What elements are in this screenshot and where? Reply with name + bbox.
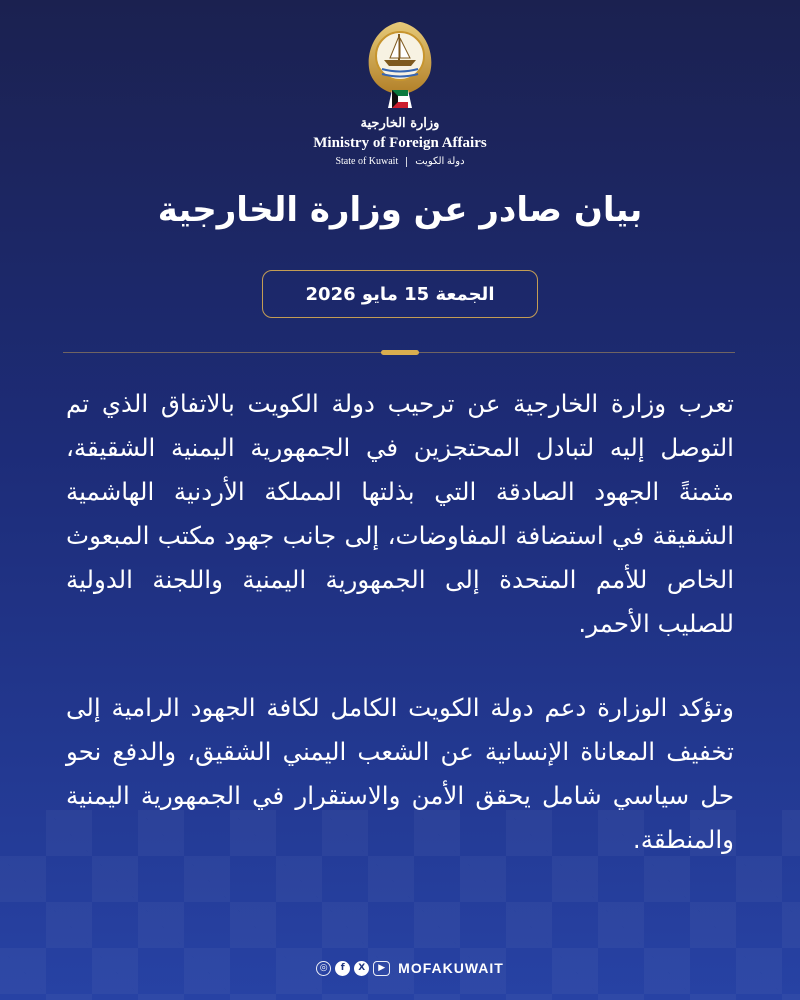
- statement-date: الجمعة 15 مايو 2026: [305, 283, 495, 305]
- statement-title: بيان صادر عن وزارة الخارجية: [157, 190, 643, 230]
- divider-accent: [381, 350, 419, 355]
- statement-body: [66, 382, 734, 862]
- instagram-icon[interactable]: ◎: [316, 961, 331, 976]
- state-name-english: State of Kuwait: [335, 156, 399, 168]
- statement-paragraph-1: تعرب وزارة الخارجية عن ترحيب دولة الكويت بالاتفاق الذي تم التوصل إليه لتبادل المحتجزين في الجمهورية اليمنية الشقيقة، مثمنةً الجهود الصادقة التي بذلتها المملكة الأردنية الهاشمية الشقيقة في استضافة المفاوضات، إلى جانب جهود مكتب المبعوث الخاص للأمم المتحدة إلى الجمهورية اليمنية واللجنة الدولية للصليب الأحمر.: [66, 389, 734, 638]
- kuwait-emblem-icon: [362, 18, 438, 114]
- youtube-icon[interactable]: ▶: [373, 961, 390, 976]
- state-divider: [406, 157, 407, 167]
- social-icons-group: [316, 961, 390, 976]
- date-badge: [262, 270, 538, 318]
- social-handle[interactable]: MOFAKUWAIT: [398, 960, 504, 976]
- facebook-icon[interactable]: f: [335, 961, 350, 976]
- ministry-name-english: Ministry of Foreign Affairs: [313, 134, 487, 151]
- x-icon[interactable]: X: [354, 961, 369, 976]
- state-name-arabic: دولة الكويت: [415, 156, 465, 168]
- ministry-header: [260, 116, 540, 167]
- statement-paragraph-2: وتؤكد الوزارة دعم دولة الكويت الكامل لكافة الجهود الرامية إلى تخفيف المعاناة الإنسانية عن الشعب اليمني الشقيق، والدفع نحو حل سياسي شامل يحقق الأمن والاستقرار في الجمهورية اليمنية والمنطقة.: [66, 693, 734, 854]
- state-line: [260, 156, 540, 167]
- ministry-name-arabic: وزارة الخارجية: [360, 116, 440, 131]
- footer-social: [300, 954, 520, 982]
